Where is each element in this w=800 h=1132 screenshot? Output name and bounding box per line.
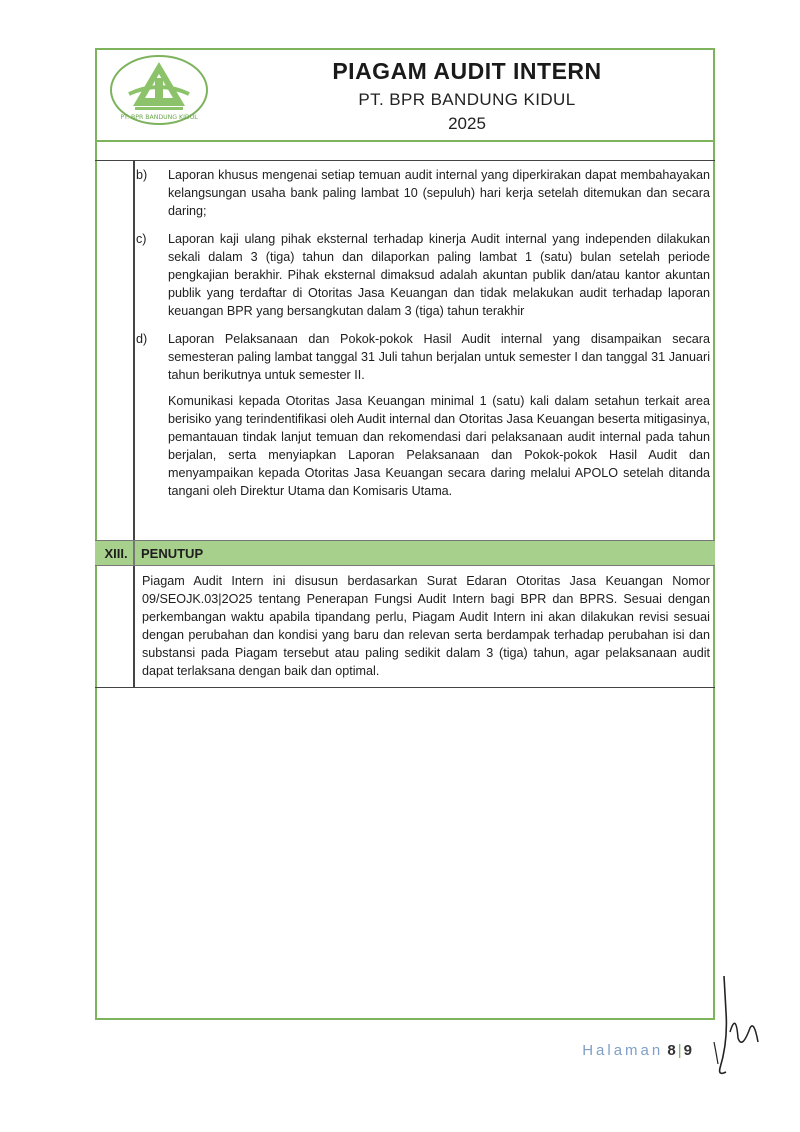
list-item-text: Laporan kaji ulang pihak eksternal terhadap kinerja Audit internal yang independen dilakukan sekali dalam 3 (tiga) tahun dan dilaporkan paling lambat 1 (satu) bulan setelah periode pengkajian berakhir. Pihak eksternal dimaksud adalah akuntan publik dan/atau kantor akuntan publik yang terdaftar di Otoritas Jasa Keuangan dan tidak melakukan audit terhadap laporan keuangan BPR yang bersangkutan dalam 3 (tiga) tahun terakhir [168,232,710,318]
page-footer [582,1042,692,1059]
current-page: 8 [667,1042,676,1059]
section-divider [133,540,135,566]
document-header [95,48,715,142]
logo-caption: PT. BPR BANDUNG KIDUL [120,114,198,121]
company-name: PT. BPR BANDUNG KIDUL [358,90,576,109]
company-logo [109,54,209,126]
document-year: 2025 [448,114,486,133]
column-divider-upper [133,160,135,540]
list-marker: b) [136,168,148,182]
document-title: PIAGAM AUDIT INTERN [332,58,602,84]
section-header [95,540,715,566]
communication-paragraph: Komunikasi kepada Otoritas Jasa Keuangan minimal 1 (satu) kali dalam setahun terkait area berisiko yang terindentifikasi oleh Audit internal dan Otoritas Jasa Keuangan beserta mitigasinya, pemantauan tindak lanjut temuan dan rekomendasi dari pelaksanaan audit internal pada tahun berjalan, serta menyiapkan Laporan Pelaksanaan dan Pokok-pokok Hasil Audit dan menyampaikan kepada Otoritas Jasa Keuangan secara daring melalui APOLO setelah ditanda tangani oleh Direktur Utama dan Komisaris Utama. [168,394,710,498]
handwritten-signature [706,972,766,1082]
footer-label: Halaman [582,1042,664,1059]
total-pages: 9 [683,1042,692,1059]
list-item-text: Laporan Pelaksanaan dan Pokok-pokok Hasil Audit internal yang disampaikan secara semesteran paling lambat tanggal 31 Juli tahun berjalan untuk semester I dan tanggal 31 Januari tahun berikutnya untuk semester II. [168,332,710,382]
column-divider-lower [133,566,135,688]
section-title: PENUTUP [141,546,204,561]
closing-paragraph: Piagam Audit Intern ini disusun berdasarkan Surat Edaran Otoritas Jasa Keuangan Nomor 09/SEOJK.03|2O25 tentang Penerapan Fungsi Audit Intern bagi BPR dan BPRS. Sesuai dengan perkembangan waktu apabila tipandang perlu, Piagam Audit Intern ini akan dilakukan revisi sesuai dengan perubahan dan kondisi yang baru dan relevan serta berdampak terhadap perubahan isi dan substansi pada Piagam tersebut atau paling sedikit dalam 3 (tiga) tahun, agar pelaksanaan audit dapat terlaksana dengan baik dan optimal. [142,574,710,678]
list-marker: c) [136,232,147,246]
list-item-text: Laporan khusus mengenai setiap temuan audit internal yang diperkirakan dapat membahayakan kelangsungan usaha bank paling lambat 10 (sepuluh) hari kerja setelah ditemukan dan secara daring; [168,168,710,218]
section-number: XIII. [104,546,128,561]
list-marker: d) [136,332,148,346]
page-separator: | [677,1042,682,1059]
